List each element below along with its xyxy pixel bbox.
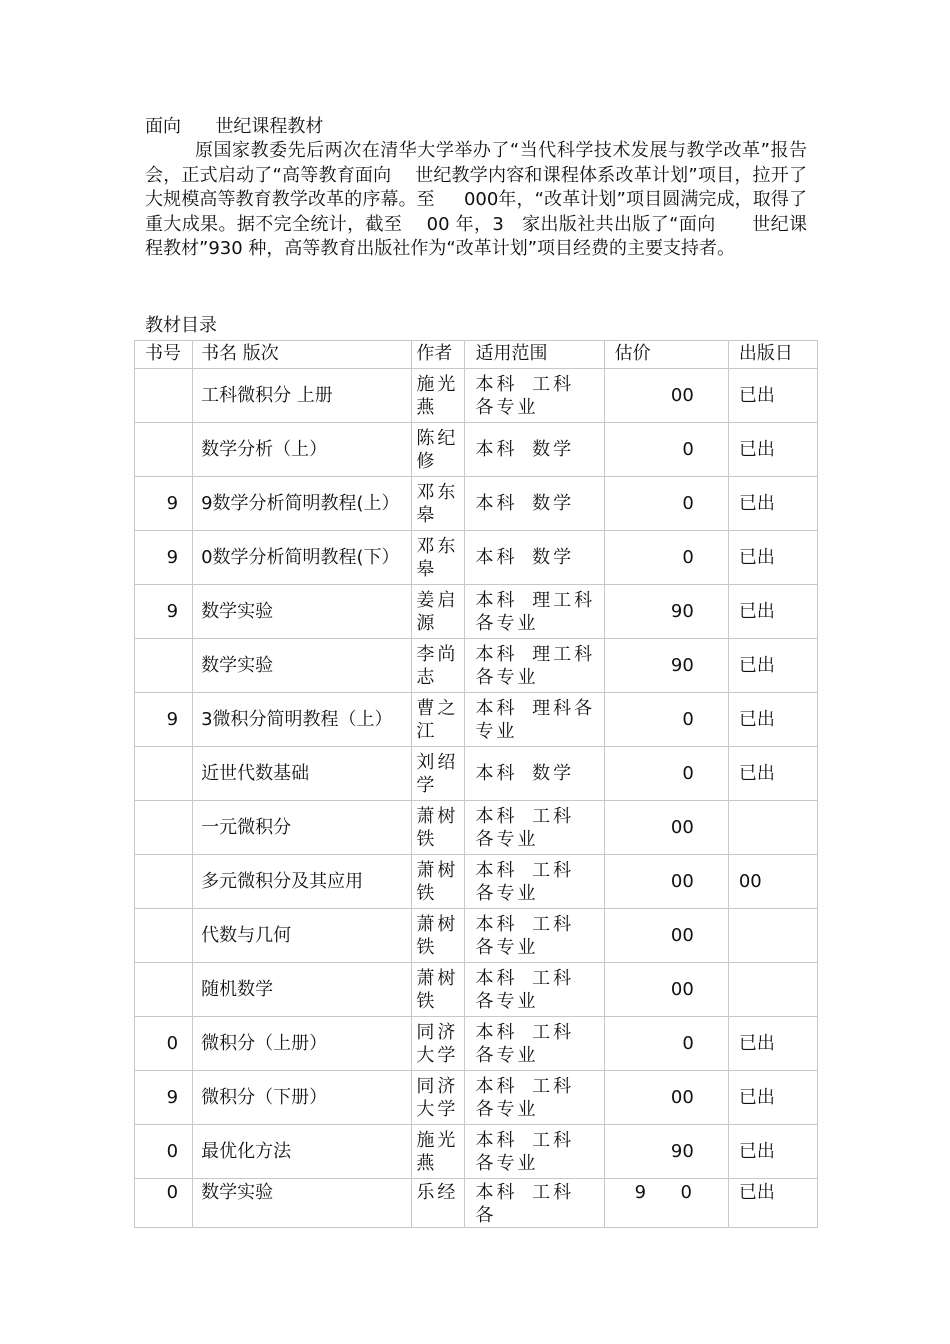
textbook-catalog-table [134, 340, 818, 1228]
cell-scope: 本科 数学 [465, 477, 604, 531]
cell-scope: 本科 理工科各专业 [465, 585, 604, 639]
cell-title: 随机数学 [193, 963, 412, 1017]
cell-book-no: 9 [135, 585, 193, 639]
cell-price: 0 [604, 693, 728, 747]
table-row [135, 369, 818, 423]
cell-author: 曹之江 [412, 693, 465, 747]
table-row [135, 963, 818, 1017]
cell-scope: 本科 工科 各专业 [465, 1125, 604, 1179]
cell-title: 近世代数基础 [193, 747, 412, 801]
cell-pub-date: 已出 [728, 477, 817, 531]
cell-scope: 本科 工科 各专业 [465, 1017, 604, 1071]
cell-author: 陈纪修 [412, 423, 465, 477]
cell-price: 00 [604, 801, 728, 855]
cell-price: 0 [604, 423, 728, 477]
cell-author: 同济大学 [412, 1071, 465, 1125]
cell-pub-date: 已出 [728, 369, 817, 423]
table-row [135, 801, 818, 855]
cell-scope: 本科 数学 [465, 531, 604, 585]
cell-scope: 本科 工科 各专业 [465, 369, 604, 423]
cell-title: 代数与几何 [193, 909, 412, 963]
table-row [135, 531, 818, 585]
cell-book-no: 0 [135, 1125, 193, 1179]
cell-scope: 本科 工科 各专业 [465, 801, 604, 855]
cell-book-no [135, 855, 193, 909]
cell-scope: 本科 理工科各专业 [465, 639, 604, 693]
header-scope: 适用范围 [465, 341, 604, 369]
cell-book-no: 0 [135, 1179, 193, 1228]
cell-pub-date: 已出 [728, 423, 817, 477]
cell-pub-date [728, 801, 817, 855]
cell-title: 工科微积分 上册 [193, 369, 412, 423]
cell-author: 施光燕 [412, 369, 465, 423]
cell-price: 00 [604, 963, 728, 1017]
cell-scope: 本科 工科 各专业 [465, 855, 604, 909]
cell-book-no [135, 909, 193, 963]
cell-book-no: 9 [135, 531, 193, 585]
cell-book-no: 9 [135, 477, 193, 531]
header-price: 估价 [604, 341, 728, 369]
table-row [135, 1017, 818, 1071]
cell-title: 3微积分简明教程（上） [193, 693, 412, 747]
cell-book-no [135, 639, 193, 693]
header-pub-date: 出版日 [728, 341, 817, 369]
section-heading: 面向 世纪课程教材 [145, 116, 324, 137]
cell-title: 数学实验 [193, 1179, 412, 1228]
cell-book-no [135, 801, 193, 855]
cell-pub-date: 已出 [728, 639, 817, 693]
cell-title: 最优化方法 [193, 1125, 412, 1179]
cell-price: 90 [604, 585, 728, 639]
cell-author: 乐经 [412, 1179, 465, 1228]
cell-book-no: 9 [135, 1071, 193, 1125]
table-row [135, 585, 818, 639]
table-row [135, 1179, 818, 1228]
cell-pub-date [728, 963, 817, 1017]
cell-author: 李尚志 [412, 639, 465, 693]
cell-scope: 本科 理科各专业 [465, 693, 604, 747]
cell-price: 0 [604, 747, 728, 801]
cell-pub-date: 已出 [728, 1071, 817, 1125]
table-row [135, 693, 818, 747]
cell-author: 邓东皋 [412, 477, 465, 531]
cell-book-no: 0 [135, 1017, 193, 1071]
cell-author: 萧树铁 [412, 963, 465, 1017]
cell-author: 刘绍学 [412, 747, 465, 801]
cell-price: 00 [604, 369, 728, 423]
cell-title: 9数学分析简明教程(上） [193, 477, 412, 531]
table-row [135, 423, 818, 477]
cell-pub-date: 已出 [728, 1017, 817, 1071]
table-row [135, 1125, 818, 1179]
cell-scope: 本科 数学 [465, 423, 604, 477]
cell-price: 00 [604, 909, 728, 963]
cell-pub-date: 已出 [728, 693, 817, 747]
cell-price: 00 [604, 855, 728, 909]
cell-title: 多元微积分及其应用 [193, 855, 412, 909]
cell-scope: 本科 工科 各专业 [465, 963, 604, 1017]
cell-title: 一元微积分 [193, 801, 412, 855]
cell-book-no [135, 369, 193, 423]
table-row [135, 1071, 818, 1125]
cell-author: 同济大学 [412, 1017, 465, 1071]
cell-title: 数学实验 [193, 639, 412, 693]
cell-pub-date [728, 909, 817, 963]
catalog-title: 教材目录 [145, 315, 217, 336]
cell-scope: 本科 数学 [465, 747, 604, 801]
table-row [135, 639, 818, 693]
table-row [135, 477, 818, 531]
cell-price: 0 [604, 531, 728, 585]
cell-pub-date: 已出 [728, 585, 817, 639]
cell-author: 施光燕 [412, 1125, 465, 1179]
cell-title: 数学实验 [193, 585, 412, 639]
cell-pub-date: 00 [728, 855, 817, 909]
table-row [135, 909, 818, 963]
cell-title: 微积分（下册） [193, 1071, 412, 1125]
cell-title: 数学分析（上） [193, 423, 412, 477]
cell-author: 萧树铁 [412, 801, 465, 855]
cell-book-no [135, 423, 193, 477]
cell-author: 萧树铁 [412, 855, 465, 909]
cell-author: 邓东皋 [412, 531, 465, 585]
cell-pub-date: 已出 [728, 1179, 817, 1228]
cell-price: 0 [604, 477, 728, 531]
cell-price: 00 [604, 1071, 728, 1125]
cell-title: 微积分（上册） [193, 1017, 412, 1071]
cell-scope: 本科 工科 各专业 [465, 909, 604, 963]
table-row [135, 747, 818, 801]
cell-price: 0 [604, 1017, 728, 1071]
table-row [135, 855, 818, 909]
cell-book-no: 9 [135, 693, 193, 747]
cell-author: 萧树铁 [412, 909, 465, 963]
header-book-no: 书号 [135, 341, 193, 369]
cell-pub-date: 已出 [728, 1125, 817, 1179]
table-header-row [135, 341, 818, 369]
cell-pub-date: 已出 [728, 531, 817, 585]
intro-paragraph: 原国家教委先后两次在清华大学举办了“当代科学技术发展与教学改革”报告会，正式启动了“高等教育面向 世纪教学内容和课程体系改革计划”项目，拉开了大规模高等教育教学改革的序幕。至 000年，“改革计划”项目圆满完成，取得了重大成果。据不完全统计，截至 00 年，3 家出版社共出版了“面向 世纪课程教材”930 种，高等教育出版社作为“改革计划”项目经费的主要支持者。 [145, 140, 807, 259]
cell-book-no [135, 963, 193, 1017]
cell-book-no [135, 747, 193, 801]
cell-scope: 本科 工科 各 [465, 1179, 604, 1228]
cell-author: 姜启源 [412, 585, 465, 639]
cell-price: 90 [604, 639, 728, 693]
cell-price: 9 0 [604, 1179, 728, 1228]
cell-title: 0数学分析简明教程(下） [193, 531, 412, 585]
cell-scope: 本科 工科 各专业 [465, 1071, 604, 1125]
cell-pub-date: 已出 [728, 747, 817, 801]
header-author: 作者 [412, 341, 465, 369]
header-title: 书名 版次 [193, 341, 412, 369]
cell-price: 90 [604, 1125, 728, 1179]
